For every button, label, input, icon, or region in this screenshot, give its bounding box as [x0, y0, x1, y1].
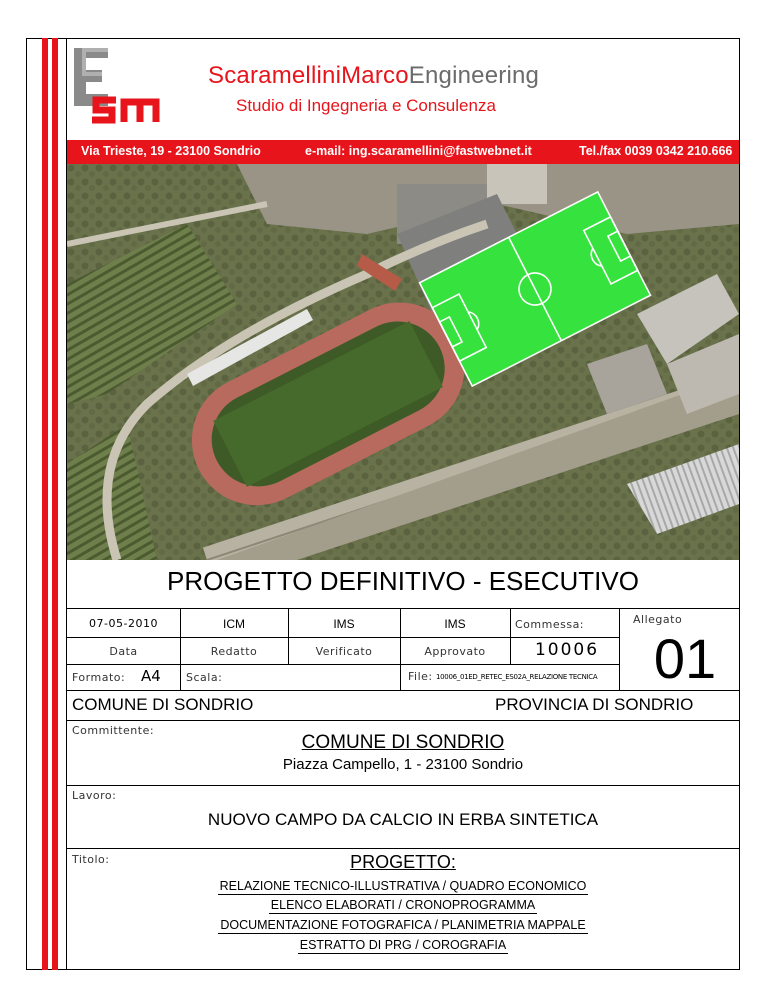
verificato-value: IMS [333, 617, 355, 631]
titolo-line-3 [67, 918, 739, 932]
titolo-line-1 [67, 879, 739, 893]
rule [400, 664, 401, 690]
date-label: Data [109, 645, 138, 658]
approvato-value: IMS [444, 617, 466, 631]
formato-value: A4 [141, 667, 161, 685]
redatto-value: ICM [223, 617, 245, 631]
committente-label: Committente: [72, 724, 155, 737]
rule [67, 608, 739, 609]
lavoro-value: NUOVO CAMPO DA CALCIO IN ERBA SINTETICA [207, 810, 599, 829]
rule [67, 690, 739, 691]
committente-name-text: COMUNE DI SONDRIO [301, 732, 505, 753]
formato-label: Formato: [72, 671, 126, 684]
lavoro-label: Lavoro: [72, 789, 117, 802]
brand-name-part1: ScaramelliniMarco [208, 62, 409, 89]
commessa-label: Commessa: [515, 618, 585, 631]
comune-text: COMUNE DI SONDRIO [72, 695, 254, 714]
rule [67, 785, 739, 786]
file-value: 10006_01ED_RETEC_ES02A_RELAZIONE TECNICA [436, 673, 598, 681]
verificato-label: Verificato [315, 645, 373, 658]
titolo-label: Titolo: [72, 853, 110, 866]
scala-label: Scala: [186, 671, 223, 684]
rule [67, 664, 619, 665]
provincia-text: PROVINCIA DI SONDRIO [495, 695, 694, 714]
rule [67, 720, 739, 721]
committente-address: Piazza Campello, 1 - 23100 Sondrio [282, 756, 524, 773]
titolo-line-4-text: ESTRATTO DI PRG / COROGRAFIA [299, 938, 507, 952]
rule [67, 637, 619, 638]
rule [67, 848, 739, 849]
red-bar-right [52, 38, 58, 970]
brand-name [208, 62, 539, 90]
titolo-line-2 [67, 898, 739, 912]
contact-bar [67, 140, 739, 164]
approvato-label: Approvato [424, 645, 486, 658]
brand-name-part2: Engineering [408, 62, 540, 89]
titolo-line-4 [67, 938, 739, 952]
address-text: Via Trieste, 19 - 23100 Sondrio [81, 144, 261, 158]
rule [510, 608, 511, 664]
file-label: File: [408, 670, 433, 683]
titolo-heading [67, 852, 739, 873]
date-value: 07-05-2010 [89, 617, 158, 630]
red-bar-left [42, 38, 48, 970]
aerial-photo [67, 164, 739, 560]
main-title: PROGETTO DEFINITIVO - ESECUTIVO [167, 566, 639, 596]
titolo-line-3-text: DOCUMENTAZIONE FOTOGRAFICA / PLANIMETRIA MAPPALE [220, 918, 586, 932]
titolo-line-1-text: RELAZIONE TECNICO-ILLUSTRATIVA / QUADRO ECONOMICO [219, 879, 587, 893]
email-text: e-mail: ing.scaramellini@fastwebnet.it [305, 144, 532, 158]
committente-name [67, 732, 739, 754]
titolo-line-2-text: ELENCO ELABORATI / CRONOPROGRAMMA [270, 898, 536, 912]
titolo-heading-text: PROGETTO: [350, 852, 456, 872]
allegato-number: 01 [653, 627, 717, 690]
phone-text: Tel./fax 0039 0342 210.666 [579, 144, 733, 158]
commessa-number: 10006 [534, 640, 600, 660]
redatto-label: Redatto [210, 645, 258, 658]
allegato-label: Allegato [633, 613, 683, 626]
esm-logo [72, 48, 182, 136]
brand-subtitle: Studio di Ingegneria e Consulenza [236, 96, 496, 115]
